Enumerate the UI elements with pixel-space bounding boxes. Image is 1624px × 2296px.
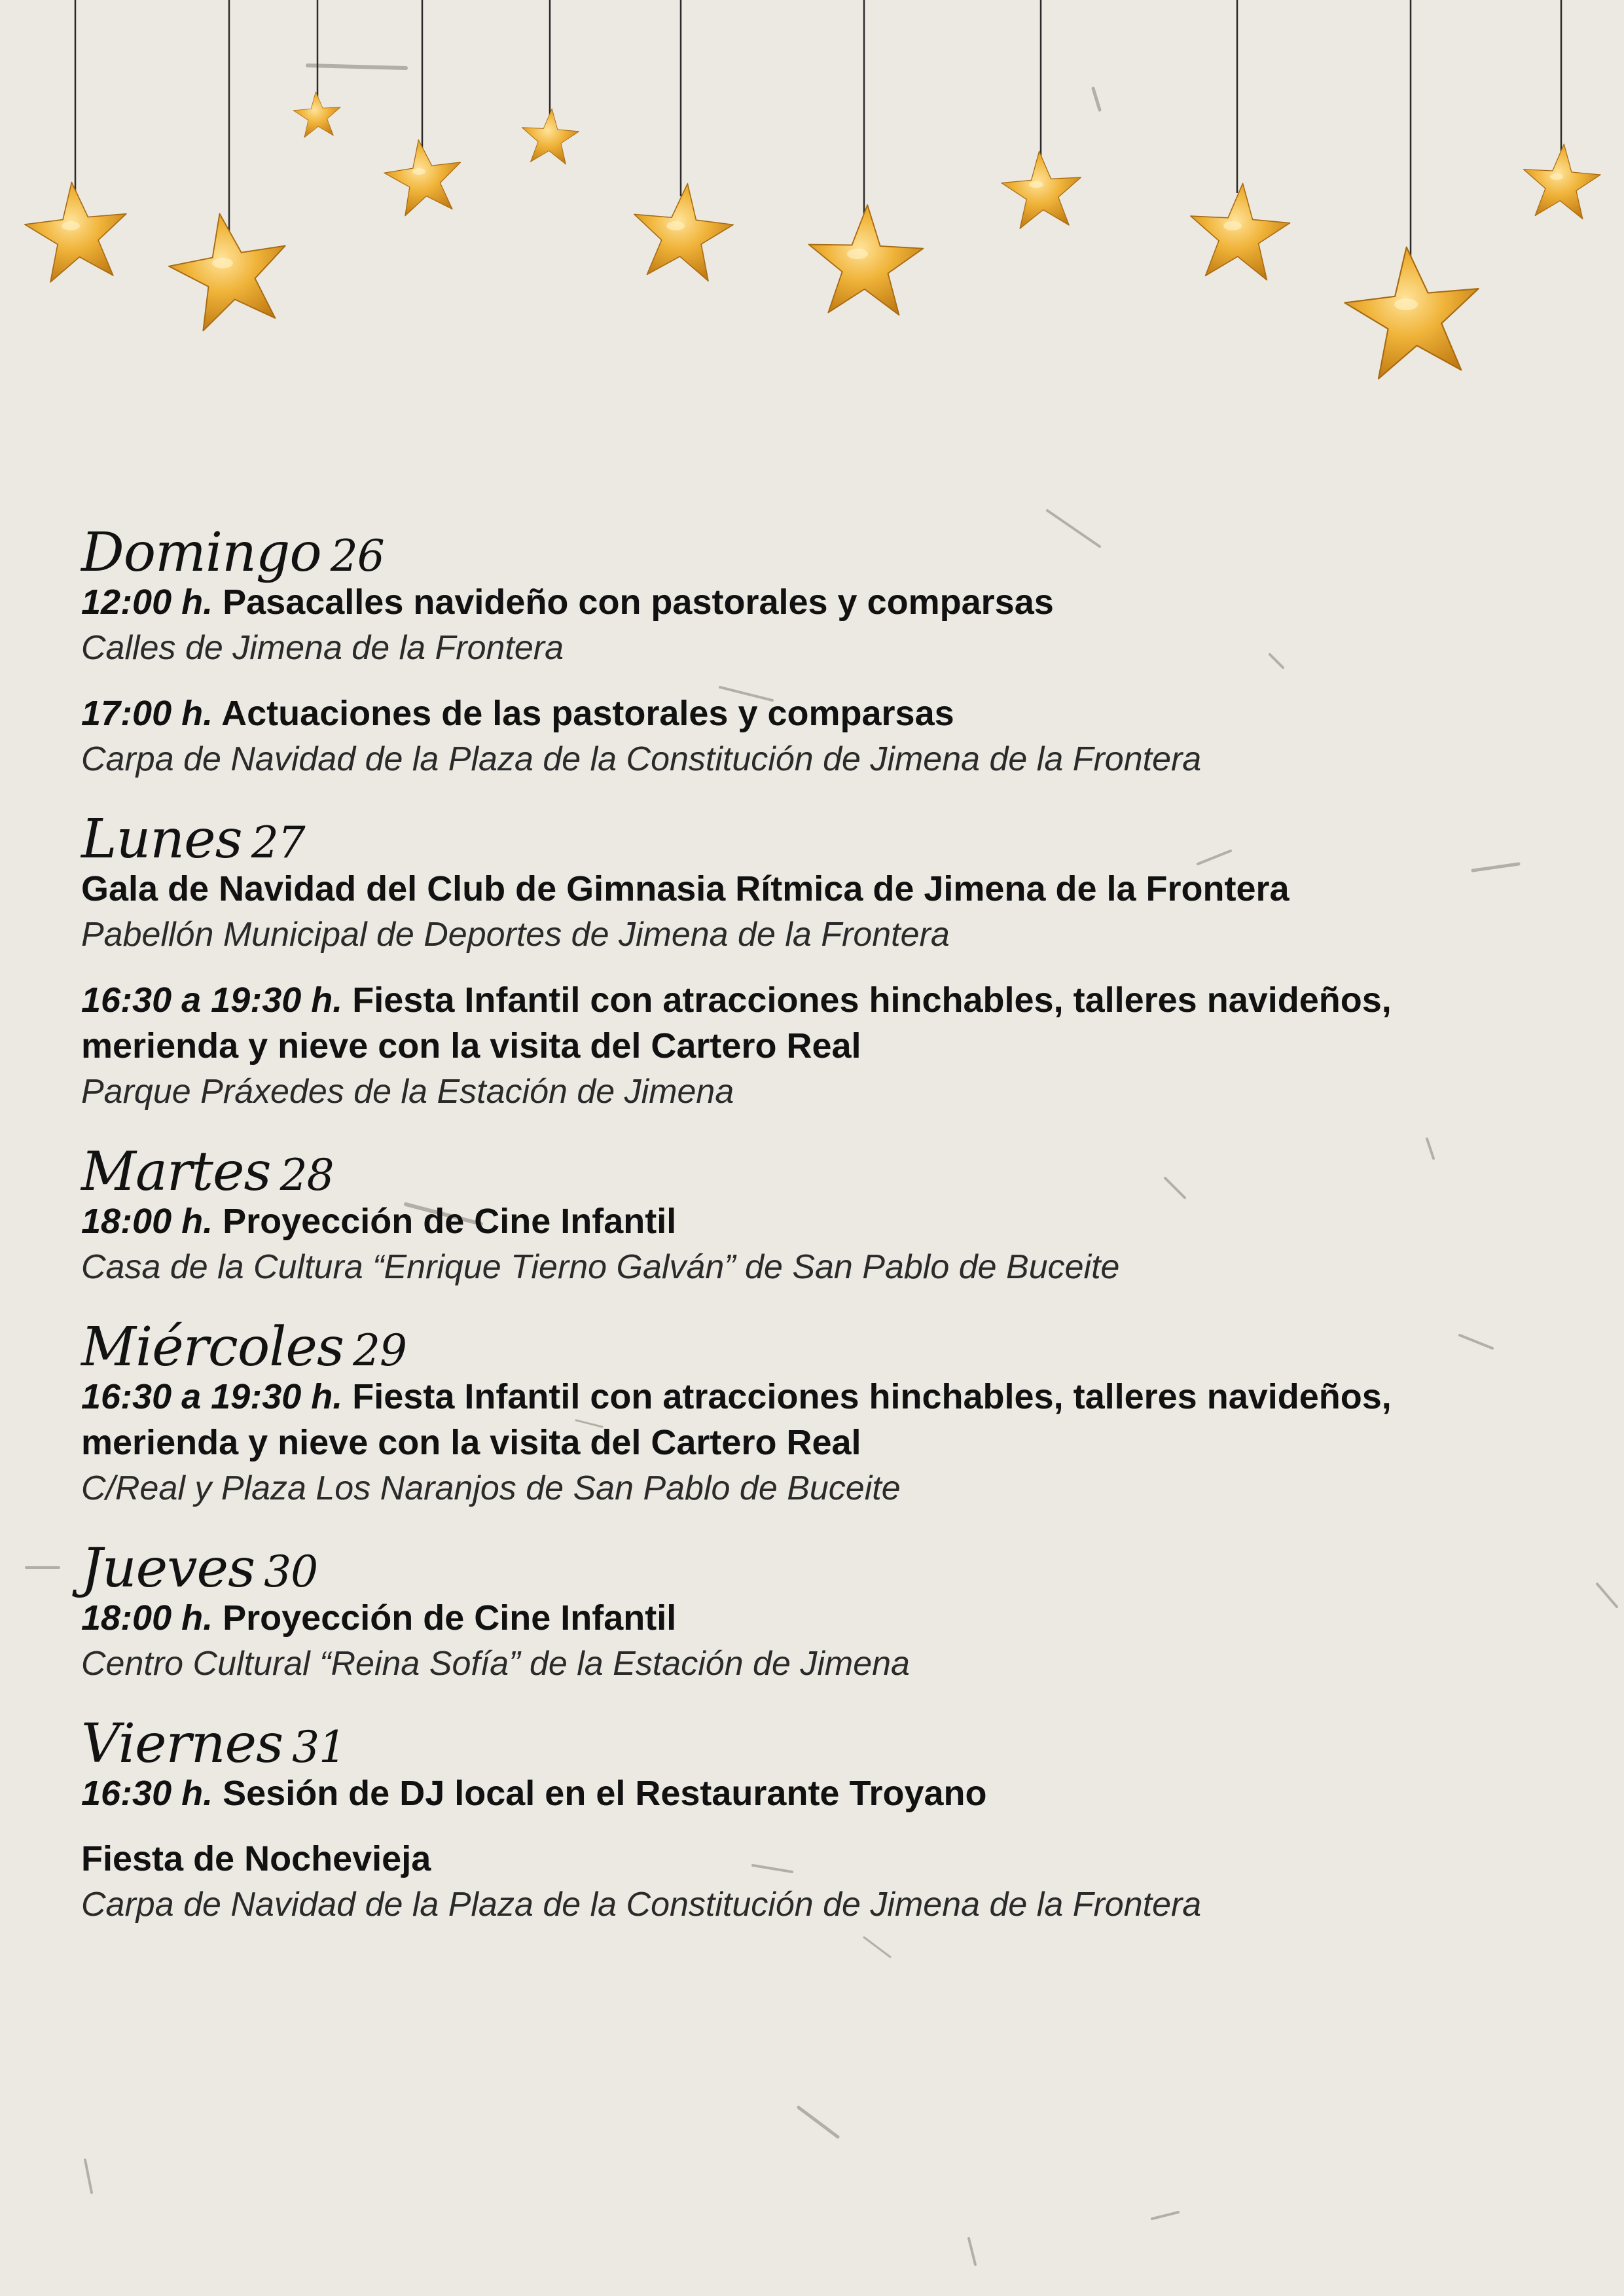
gold-star-icon [806,203,925,315]
event-title [81,1374,1554,1465]
event-title-text: Actuaciones de las pastorales y comparsas [221,694,954,733]
event-time: 18:00 h. [81,1202,213,1241]
day-section [81,520,1554,782]
day-heading [81,1315,1554,1380]
event-title-text: Proyección de Cine Infantil [223,1202,677,1241]
day-number: 31 [292,1722,346,1772]
gold-star-icon [292,90,342,139]
event-time: 16:30 a 19:30 h. [81,980,343,1020]
event-location: Pabellón Municipal de Deportes de Jimena de la Frontera [81,916,950,954]
event-title [81,579,1554,625]
event-title [81,866,1554,912]
day-number: 29 [353,1325,407,1376]
event-title [81,691,1554,736]
event-location: Parque Práxedes de la Estación de Jimena [81,1073,734,1111]
event-item [81,1595,1554,1687]
day-heading [81,1712,1554,1777]
event-title [81,1770,1554,1816]
day-name: Jueves [81,1537,255,1600]
day-heading [81,807,1554,872]
event-title [81,1836,1554,1882]
event-location: Carpa de Navidad de la Plaza de la Constitución de Jimena de la Frontera [81,1886,1202,1924]
event-location: Centro Cultural “Reina Sofía” de la Estación de Jimena [81,1645,910,1683]
program-schedule [81,520,1554,1928]
gold-star-icon [628,178,737,283]
gold-star-icon [520,107,581,165]
event-time: 16:30 a 19:30 h. [81,1377,343,1416]
gold-star-icon [1000,149,1085,230]
event-title [81,1595,1554,1641]
event-title-text: Pasacalles navideño con pastorales y comparsas [223,583,1054,622]
gold-star-icon [1340,240,1487,382]
day-name: Lunes [81,808,242,870]
event-time: 17:00 h. [81,694,213,733]
event-location: Calles de Jimena de la Frontera [81,629,564,667]
event-time: 16:30 h. [81,1774,213,1813]
event-item [81,866,1554,958]
event-location: Casa de la Cultura “Enrique Tierno Galván” de San Pablo de Buceite [81,1248,1120,1286]
event-item [81,1198,1554,1290]
day-name: Viernes [81,1713,283,1775]
event-title-text: Sesión de DJ local en el Restaurante Troyano [223,1774,987,1813]
hanging-stars-decoration [0,0,1624,406]
event-location: Carpa de Navidad de la Plaza de la Constitución de Jimena de la Frontera [81,740,1202,778]
day-number: 30 [264,1547,318,1597]
day-section [81,1315,1554,1511]
gold-star-icon [21,177,133,284]
day-name: Domingo [81,522,321,584]
event-time: 18:00 h. [81,1598,213,1638]
event-item [81,1836,1554,1928]
day-name: Miércoles [81,1316,344,1378]
event-title-text: Fiesta Infantil con atracciones hinchables, talleres navideños, merienda y nieve con la visita del Cartero Real [81,1377,1392,1462]
event-item [81,579,1554,671]
event-title-text: Fiesta Infantil con atracciones hinchables, talleres navideños, merienda y nieve con la visita del Cartero Real [81,980,1392,1066]
event-title [81,977,1554,1069]
day-section [81,1536,1554,1687]
day-name: Martes [81,1141,271,1203]
day-section [81,1712,1554,1928]
event-time: 12:00 h. [81,583,213,622]
day-section [81,1139,1554,1290]
day-heading [81,520,1554,586]
day-number: 27 [251,817,305,868]
day-number: 26 [330,531,384,581]
event-title [81,1198,1554,1244]
event-item [81,691,1554,782]
day-number: 28 [280,1150,334,1200]
event-title-text: Proyección de Cine Infantil [223,1598,677,1638]
event-location: C/Real y Plaza Los Naranjos de San Pablo de Buceite [81,1469,901,1507]
event-item [81,977,1554,1115]
day-section [81,807,1554,1115]
day-heading [81,1536,1554,1602]
event-title-text: Fiesta de Nochevieja [81,1839,431,1878]
gold-star-icon [1187,180,1293,281]
gold-star-icon [1521,141,1602,220]
event-title-text: Gala de Navidad del Club de Gimnasia Rítmica de Jimena de la Frontera [81,869,1290,908]
gold-star-icon [380,134,467,217]
day-heading [81,1139,1554,1205]
event-item [81,1770,1554,1816]
event-item [81,1374,1554,1511]
